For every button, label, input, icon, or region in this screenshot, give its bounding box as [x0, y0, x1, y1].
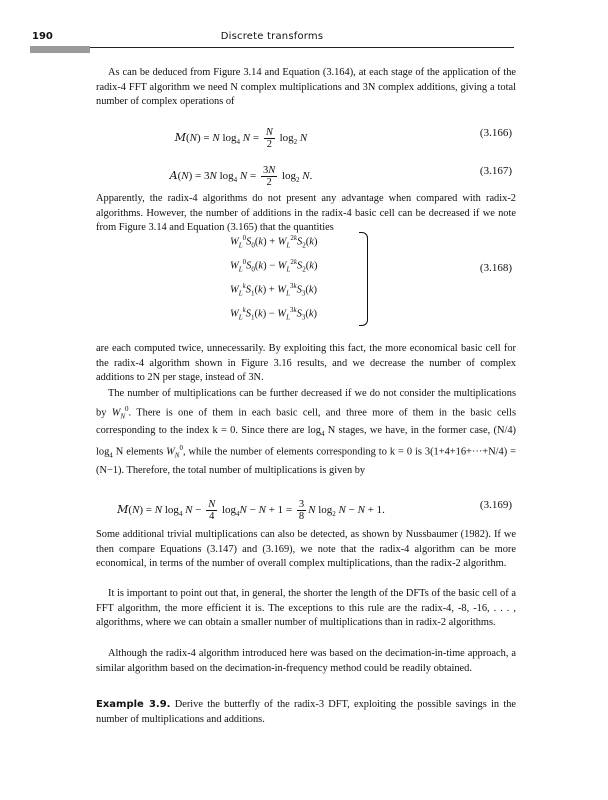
equation-body: M(N) = N $\log_4 N$ − $\frac{N}{4}$ $\log_4N - N + 1$ = $\frac{3}{8}$ N $\log_2 N - N + 1$.: [117, 499, 385, 522]
chapter-tab-marker: [30, 46, 90, 53]
equation-3-168: [226, 230, 376, 330]
equation-number: (3.166): [479, 127, 512, 139]
equation-number: (3.168): [479, 262, 512, 274]
equation-number: (3.169): [479, 499, 512, 511]
paragraph-3: [96, 342, 516, 386]
paragraph-5: [96, 528, 516, 572]
paragraph-7: [96, 647, 516, 676]
paragraph-text: The number of multiplications can be further decreased if we do not consider the multiplications by $W_N^0$. There is one of them in each basic cell, and three more of them in the basic cells corresponding to the index k = 0. Since there are $\log_4 N$ stages, we have, in the former case, (N/4) $\log_4 N$ elements $W_N^0$, while the number of elements corresponding to k = 0 is 3(1+4+16+···+N/4) = (N−1). Therefore, the total number of multiplications is given by: [96, 388, 517, 476]
equation-line: $W_L^0S_0(k) - W_L^{2k}S_2(k)$: [230, 258, 318, 274]
paragraph-text: Some additional trivial multiplications can also be detected, as shown by Nussbaumer (1982). If we then compare Equations (3.147) and (3.169), we note that the radix-4 algorithm can be more economical, in terms of the number of overall complex multiplications, than the radix-2 algorithm.: [96, 529, 516, 570]
equation-number: (3.167): [479, 165, 512, 177]
example-label: Example 3.9.: [96, 699, 171, 710]
equation-line: $W_L^0S_0(k) + W_L^{2k}S_2(k)$: [230, 234, 318, 250]
paragraph-4: [96, 387, 516, 478]
paragraph-6: [96, 587, 516, 631]
header-rule: [30, 47, 514, 48]
example-text: Example 3.9. Derive the butterfly of the radix-3 DFT, exploiting the possible savings in the number of multiplications and additions.: [96, 699, 517, 725]
equation-body: M(N) = N $\log_4 N$ = $\frac{N}{2}$ $\log_2 N$: [174, 127, 308, 150]
paragraph-text: As can be deduced from Figure 3.14 and Equation (3.164), at each stage of the application of the radix-4 FFT algorithm we need N complex multiplications and 3N complex additions, giving a total number of complex operations of: [96, 67, 516, 108]
paragraph-text: Apparently, the radix-4 algorithms do not present any advantage when compared with radix-2 algorithms. However, the number of additions in the radix-4 basic cell can be decreased if we note from Figure 3.14 and Equation (3.165) that the quantities: [96, 193, 516, 234]
equation-line: $W_L^kS_1(k) - W_L^{3k}S_3(k)$: [230, 306, 318, 322]
paragraph-text: Although the radix-4 algorithm introduced here was based on the decimation-in-time approach, a similar algorithm based on the decimation-in-frequency method could be readily obtained.: [96, 648, 516, 674]
running-title: Discrete transforms: [220, 31, 324, 42]
paragraph-1: [96, 66, 516, 110]
equation-body: A(N) = 3N $\log_4 N$ = $\frac{3N}{2}$ $\log_2 N$.: [169, 165, 313, 188]
equation-3-166: [96, 120, 516, 150]
equation-line: $W_L^kS_1(k) + W_L^{3k}S_3(k)$: [230, 282, 318, 298]
running-header: [30, 30, 514, 46]
right-brace: [359, 232, 368, 326]
paragraph-text: It is important to point out that, in general, the shorter the length of the DFTs of the basic cell of a FFT algorithm, the more efficient it is. The exceptions to this rule are the radix-4, -8, -16, . . . , algorithms, where we can obtain a smaller number of multiplications than in radix-2 algorithms.: [96, 588, 516, 629]
equation-3-169: [96, 492, 516, 522]
page-number: 190: [32, 31, 53, 42]
equation-3-167: [96, 158, 516, 188]
example-3-9: [96, 698, 516, 727]
paragraph-text: are each computed twice, unnecessarily. By exploiting this fact, the more economical basic cell for the radix-4 algorithm shown in Figure 3.16 results, and we decrease the number of complex additions to 2N per stage, instead of 3N.: [96, 343, 516, 384]
